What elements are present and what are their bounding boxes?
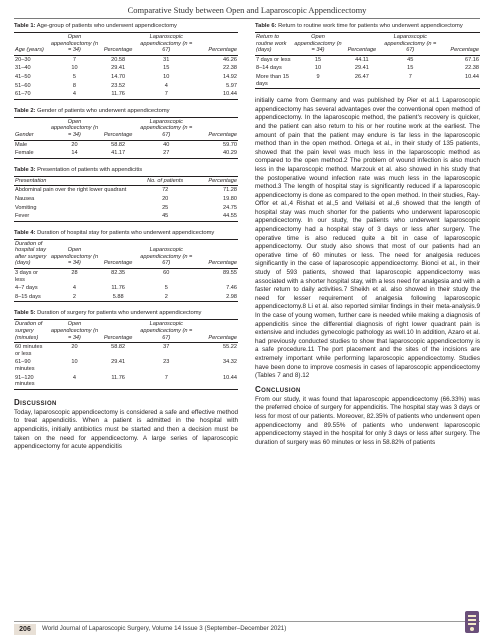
- running-header: Comparative Study between Open and Laparoscopic Appendicectomy: [127, 5, 367, 15]
- table-4-caption: Table 4: Duration of hospital stay for patients who underwent appendicectomy: [14, 229, 215, 236]
- table-row: [14, 204, 238, 213]
- table-cell: 5: [164, 285, 168, 292]
- table-cell: 31: [163, 56, 170, 63]
- table-row: [14, 140, 238, 149]
- right-column: [255, 23, 480, 447]
- table-row: [14, 55, 238, 64]
- table-4-grid: [14, 239, 238, 303]
- table-cell: 45: [162, 213, 169, 220]
- table-cell: 67.16: [465, 56, 479, 63]
- table-cell: 14.70: [111, 73, 126, 80]
- table-cell: 7: [164, 374, 168, 381]
- table-1: [14, 23, 238, 100]
- table-cell: 20: [71, 141, 78, 148]
- table-cell: 2: [164, 293, 168, 300]
- table-header-row: [14, 176, 238, 186]
- header-cell: No. of patients: [137, 176, 193, 186]
- header-cell: Percentage: [193, 176, 238, 186]
- table-cell: 26.47: [354, 73, 369, 80]
- table-row: [255, 55, 480, 64]
- table-row: [14, 64, 238, 73]
- table-cell: 61–90 minutes: [15, 359, 35, 372]
- table-row: [14, 269, 238, 285]
- table-cell: 44.55: [223, 213, 237, 220]
- table-cell: 72: [162, 187, 169, 194]
- table-cell: 8–14 days: [256, 65, 282, 72]
- table-cell: 11.76: [111, 374, 125, 381]
- table-cell: 14.92: [223, 73, 237, 80]
- table-cell: 10: [314, 65, 322, 72]
- table-cell: Abdominal pain over the right lower quadrant: [15, 187, 127, 194]
- table-cell: 91–120 minutes: [15, 374, 35, 388]
- table-1-caption: Table 1: Age-group of patients who underwent appendicectomy: [14, 23, 177, 29]
- table-row: [255, 64, 480, 73]
- table-cell: 22.38: [465, 65, 479, 72]
- table-5-caption: Table 5: Duration of surgery for patients who underwent appendicectomy: [14, 310, 202, 317]
- header-cell: Laparoscopic appendicectomy (n = 67): [137, 33, 195, 56]
- table-cell: Fever: [15, 213, 30, 220]
- table-cell: 40: [163, 141, 170, 148]
- table-row: [14, 212, 238, 221]
- discussion-paragraph-right: initially came from Germany and was published by Pier et al.1 Laparoscopic appendicectomy has several advantages over the conventional open method of appendicectomy. In the laparoscopic method, the patient's recovery is quicker, and the patient can also return to his or her routine work at the earliest. The amount of pain that the patient may endure is far less in the laparoscopic method than in the open method. Ortega et al., in their study of 135 patients, showed that the pain level was much less in the laparoscopic method as compared to the open method.2 The problem of wound infection is also much less in the laparoscopic method. Marzouk et al. also showed in his study that the postoperative wound infection rate was much less in the laparoscopic method.3 The length of hospital stay is significantly reduced if a laparoscopic appendicectomy is done as compared to the open method. In their studies, Ray-Offor et al.,4 Rishat et al.,5 and Vellaisi et al.,6 showed that the length of hospital stay was much shorter for the patients who underwent laparoscopic appendicectomy. In our study, the patients who underwent laparoscopic appendicectomy had a hospital stay of 3 days or less after surgery. The operative time is also reduced quite a bit in case of laparoscopic appendicectomy. Our study also shows that most of our patients had an operative time of 60 minutes or less. The need for analgesia reduces significantly in the case of laparoscopic appendicectomy. Bionci et al., in their study of 593 patients, showed that laparoscopic appendicectomy was associated with a shorter hospital stay, with a less need for analgesia and with a faster return to daily activities.7 Sheikh et al. also showed in their study the need for lesser requirement of analgesia following laparoscopic appendicectomy.8 Li et al. also reported similar findings in their meta-analysis.9 In the case of young women, further care is needed while making a diagnosis of appendicitis since the differential diagnosis of right lower quadrant pain is extensive and includes gynecologic pathology as well.10 In addition, Azaro et al. had previously conducted studies to show that laparoscopic appendicectomy is a safe procedure.11 The port placement and the sites of the incisions are extremely important while performing laparoscopic appendicectomy. Studies have been done to improve cosmesis in cases of laparoscopic appendicectomy (Tables 7 and 8).12: [255, 97, 480, 380]
- table-cell: 15: [163, 65, 170, 72]
- header-cell: Open appendicectomy (n = 34): [293, 33, 343, 56]
- table-cell: 22.38: [223, 65, 237, 72]
- table-row: [14, 90, 238, 99]
- table-cell: 7.46: [226, 285, 237, 292]
- header-cell: Open appendicectomy (n = 34): [50, 320, 99, 343]
- table-cell: 46.26: [223, 56, 237, 63]
- table-cell: 24.75: [223, 204, 237, 211]
- table-cell: 10: [163, 73, 170, 80]
- table-row: [14, 149, 238, 158]
- table-cell: 29.41: [354, 65, 369, 72]
- table-cell: 14: [71, 150, 78, 157]
- header-cell: Percentage: [195, 320, 238, 343]
- table-cell: Nausea: [15, 195, 35, 202]
- table-cell: 23: [163, 359, 170, 366]
- discussion-heading: Discussion: [14, 397, 57, 407]
- header-cell: Return to routine work (days): [255, 33, 293, 56]
- table-cell: 15: [407, 65, 414, 72]
- table-cell: 55.22: [223, 344, 237, 351]
- table-header-row: [14, 117, 238, 140]
- table-3-caption: Table 3: Presentation of patients with appendicitis: [14, 166, 143, 173]
- header-cell: Percentage: [343, 33, 381, 56]
- table-cell: 10.44: [223, 374, 237, 381]
- header-cell: Duration of hospital stay after surgery (days): [14, 239, 50, 268]
- publisher-logo-icon: [463, 609, 481, 635]
- table-4: [14, 230, 238, 303]
- table-cell: 41.17: [111, 150, 126, 157]
- table-cell: 44.11: [355, 56, 369, 63]
- table-cell: 20–30: [15, 56, 31, 63]
- table-cell: 34.32: [223, 359, 237, 366]
- table-cell: 2.98: [226, 293, 237, 300]
- table-cell: 11.76: [111, 285, 125, 292]
- table-cell: 20: [162, 195, 169, 202]
- table-2-grid: [14, 117, 238, 159]
- table-cell: 89.55: [223, 270, 237, 277]
- table-cell: 5: [72, 73, 77, 80]
- header-cell: Laparoscopic appendicectomy (n = 67): [137, 117, 195, 140]
- table-cell: 4: [72, 285, 77, 292]
- table-cell: 7 days or less: [256, 56, 291, 63]
- table-cell: 7: [408, 73, 412, 80]
- table-cell: 71.28: [223, 187, 237, 194]
- table-2: [14, 108, 238, 159]
- table-cell: 25: [162, 204, 169, 211]
- table-cell: 45: [407, 56, 414, 63]
- header-cell: Percentage: [99, 239, 137, 268]
- table-cell: More than 15 days: [256, 73, 289, 87]
- table-cell: 20: [71, 344, 78, 351]
- table-header-row: [255, 33, 480, 56]
- conclusion-paragraph: From our study, it was found that laparoscopic appendicectomy (66.33%) was the preferred choice of surgery for appendicitis. The hospital stay was 3 days or less for most of our patients. Moreover, 82.35% of patients who underwent open appendicectomy and 89.55% of patients who underwent laparoscopic appendicectomy stayed in the hospital for only 3 days or less after surgery. The duration of surgery was 60 minutes or less in 58.82% of patients: [255, 395, 480, 446]
- table-row: [14, 374, 238, 390]
- table-cell: 4: [72, 91, 77, 98]
- table-cell: 8–15 days: [15, 293, 41, 300]
- table-cell: 8: [72, 82, 77, 89]
- header-cell: Open appendicectomy (n = 34): [50, 117, 99, 140]
- table-cell: Female: [15, 150, 34, 157]
- table-row: [14, 73, 238, 82]
- table-cell: 19.80: [223, 195, 237, 202]
- table-row: [14, 358, 238, 373]
- table-cell: 27: [163, 150, 170, 157]
- journal-footer: World Journal of Laparoscopic Surgery, Volume 14 Issue 3 (September–December 2021): [42, 625, 287, 632]
- table-cell: 58.82: [111, 344, 126, 351]
- table-cell: 2: [72, 293, 77, 300]
- table-cell: 37: [163, 344, 170, 351]
- table-cell: 59.70: [223, 141, 237, 148]
- table-cell: 15: [314, 56, 322, 63]
- table-cell: 7: [72, 56, 77, 63]
- table-cell: 60: [163, 270, 170, 277]
- table-cell: 10.44: [465, 73, 479, 80]
- table-cell: 7: [164, 91, 168, 98]
- header-cell: Percentage: [195, 239, 238, 268]
- page-number: 206: [14, 624, 36, 635]
- table-cell: 28: [71, 270, 78, 277]
- table-3-grid: [14, 176, 238, 222]
- table-cell: 20.58: [111, 56, 126, 63]
- table-6-caption: Table 6: Return to routine work time for patients who underwent appendicectomy: [255, 23, 463, 29]
- header-cell: Gender: [14, 117, 50, 140]
- discussion-paragraph-left: Today, laparoscopic appendicectomy is considered a safe and effective method to treat appendicitis. When a patient is admitted in the hospital with appendicitis, initially antibiotics must be started and then a decision must be taken on the need for appendicectomy. A large series of laparoscopic appendicectomy for acute appendicitis: [14, 408, 238, 451]
- header-cell: Percentage: [99, 320, 137, 343]
- table-cell: 29.41: [111, 359, 126, 366]
- table-cell: 9: [316, 73, 320, 80]
- table-cell: 5.88: [112, 293, 124, 300]
- header-cell: Laparoscopic appendicectomy (n = 67): [381, 33, 440, 56]
- table-cell: 60 minutes or less: [15, 344, 43, 357]
- table-cell: 10: [71, 359, 78, 366]
- header-rule: [14, 18, 480, 19]
- table-1-grid: [14, 32, 238, 100]
- table-cell: Vomiting: [15, 204, 37, 211]
- footer-rule: [14, 621, 480, 622]
- left-column: [14, 23, 238, 452]
- table-row: [14, 195, 238, 204]
- conclusion-heading: Conclusion: [255, 384, 301, 394]
- header-cell: Percentage: [195, 117, 238, 140]
- table-5: [14, 310, 238, 389]
- table-row: [14, 82, 238, 91]
- table-cell: 41–50: [15, 73, 31, 80]
- table-row: [14, 186, 238, 195]
- header-cell: Laparoscopic appendicectomy (n = 67): [137, 239, 195, 268]
- table-row: [14, 284, 238, 293]
- header-cell: Percentage: [440, 33, 481, 56]
- table-header-row: [14, 239, 238, 268]
- table-cell: 4: [164, 82, 168, 89]
- table-cell: 3 days or less: [15, 270, 39, 283]
- table-cell: 61–70: [15, 91, 31, 98]
- header-cell: Open appendicectomy (n = 34): [50, 33, 99, 56]
- table-row: [14, 293, 238, 302]
- header-cell: Duration of surgery (minutes): [14, 320, 50, 343]
- table-6-grid: [255, 32, 480, 89]
- table-row: [14, 343, 238, 359]
- table-cell: 29.41: [111, 65, 126, 72]
- header-cell: Presentation: [14, 176, 137, 186]
- table-row: [255, 73, 480, 89]
- table-6: [255, 23, 480, 89]
- table-cell: 10: [71, 65, 78, 72]
- table-2-caption: Table 2: Gender of patients who underwent appendicectomy: [14, 107, 170, 114]
- table-cell: 40.29: [223, 150, 237, 157]
- table-cell: 31–40: [15, 65, 31, 72]
- table-header-row: [14, 33, 238, 56]
- header-cell: Percentage: [99, 117, 137, 140]
- header-cell: Laparoscopic appendicectomy (n = 67): [137, 320, 195, 343]
- table-3: [14, 167, 238, 222]
- header-cell: Percentage: [99, 33, 137, 56]
- header-cell: Percentage: [195, 33, 238, 56]
- table-5-grid: [14, 319, 238, 389]
- table-cell: 82.35: [111, 270, 126, 277]
- table-cell: 4–7 days: [15, 285, 38, 292]
- header-cell: Age (years): [14, 33, 50, 56]
- table-cell: 4: [72, 374, 77, 381]
- table-header-row: [14, 320, 238, 343]
- table-cell: 51–60: [15, 82, 31, 89]
- table-cell: Male: [15, 141, 28, 148]
- table-cell: 5.97: [226, 82, 237, 89]
- table-cell: 58.82: [111, 141, 126, 148]
- table-cell: 11.76: [111, 91, 125, 98]
- table-cell: 10.44: [223, 91, 237, 98]
- table-cell: 23.52: [111, 82, 126, 89]
- header-cell: Open appendicectomy (n = 34): [50, 239, 99, 268]
